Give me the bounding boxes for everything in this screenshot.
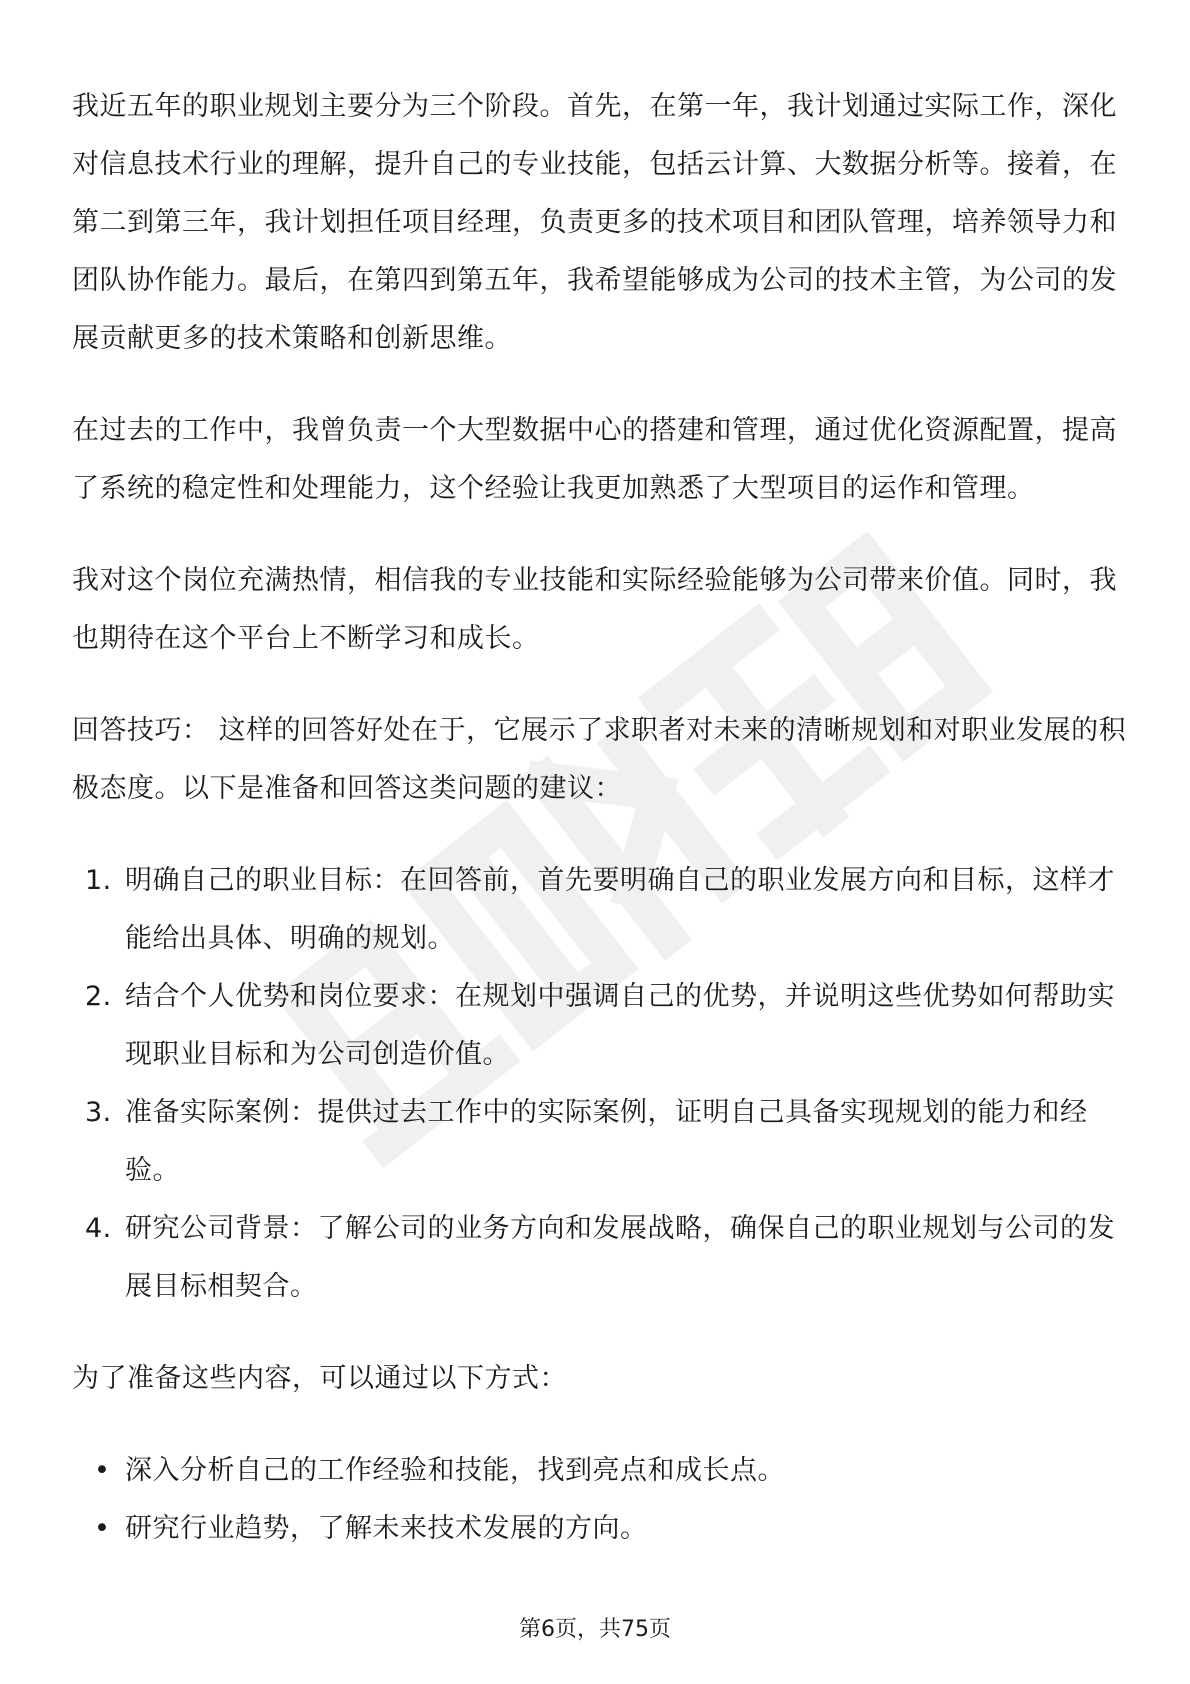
paragraph-career-plan: 我近五年的职业规划主要分为三个阶段。首先，在第一年，我计划通过实际工作，深化对信息技术行业的理解，提升自己的专业技能，包括云计算、大数据分析等。接着，在第二到第三年，我计划担任项目经理，负责更多的技术项目和团队管理，培养领导力和团队协作能力。最后，在第四到第五年，我希望能够成为公司的技术主管，为公司的发展贡献更多的技术策略和创新思维。 [72,91,1117,354]
paragraph-prep-intro: 为了准备这些内容，可以通过以下方式： [72,1363,567,1394]
list-item-text: 研究行业趋势，了解未来技术发展的方向。 [125,1513,648,1544]
paragraph-tips-intro: 回答技巧： 这样的回答好处在于，它展示了求职者对未来的清晰规划和对职业发展的积极态度。以下是准备和回答这类问题的建议： [72,715,1127,804]
list-item-text: 结合个人优势和岗位要求：在规划中强调自己的优势，并说明这些优势如何帮助实现职业目标和为公司创造价值。 [125,981,1115,1070]
document-body [72,78,1132,1558]
list-number: 2. [85,981,112,1012]
list-item [72,1442,1132,1500]
bullet-icon: • [94,1455,111,1486]
list-item [72,1084,1132,1200]
page-number: 第6页，共75页 [519,1617,671,1642]
methods-list [72,1442,1132,1558]
list-item-text: 准备实际案例：提供过去工作中的实际案例，证明自己具备实现规划的能力和经验。 [125,1097,1088,1186]
list-item [72,852,1132,968]
list-item [72,1200,1132,1316]
list-item-text: 深入分析自己的工作经验和技能，找到亮点和成长点。 [125,1455,785,1486]
list-number: 4. [85,1213,112,1244]
paragraph-enthusiasm: 我对这个岗位充满热情，相信我的专业技能和实际经验能够为公司带来价值。同时，我也期待在这个平台上不断学习和成长。 [72,565,1117,654]
bullet-icon: • [94,1513,111,1544]
paragraph-experience: 在过去的工作中，我曾负责一个大型数据中心的搭建和管理，通过优化资源配置，提高了系统的稳定性和处理能力，这个经验让我更加熟悉了大型项目的运作和管理。 [72,415,1117,504]
list-item-text: 明确自己的职业目标：在回答前，首先要明确自己的职业发展方向和目标，这样才能给出具体、明确的规划。 [125,865,1115,954]
list-item-text: 研究公司背景：了解公司的业务方向和发展战略，确保自己的职业规划与公司的发展目标相契合。 [125,1213,1115,1302]
list-item [72,1500,1132,1558]
list-number: 3. [85,1097,112,1128]
tips-list [72,852,1132,1316]
list-number: 1. [85,865,112,896]
list-item [72,968,1132,1084]
